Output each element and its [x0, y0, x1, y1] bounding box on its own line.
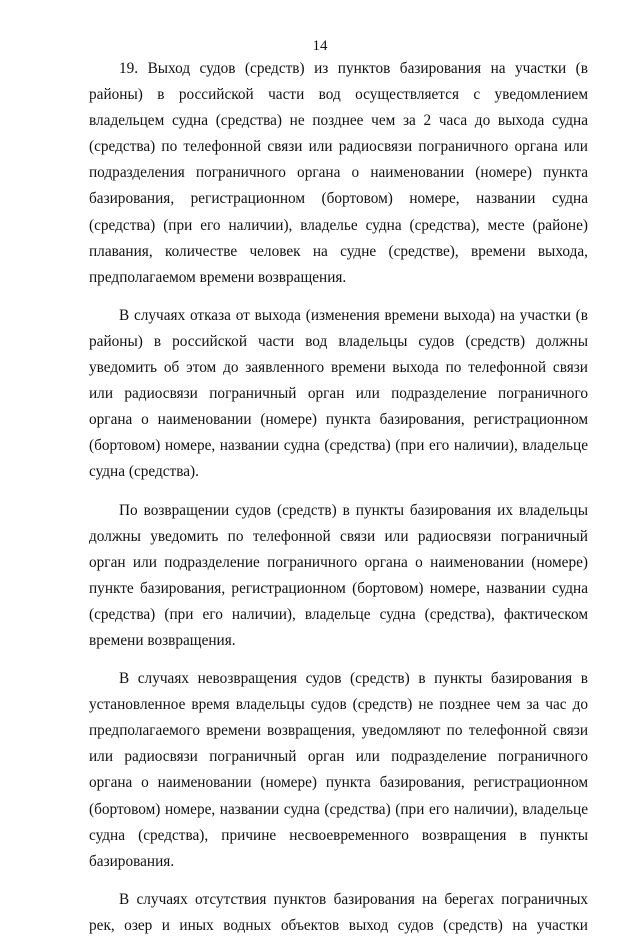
- paragraph-non-return-notice: В случаях невозвращения судов (средств) в пункты базирования в установленное время владельцы судов (средств) не позднее чем за час до предполагаемого времени возвращения, уведомляют по телефонной связи или радиосвязи пограничный орган или подразделение пограничного органа о наименовании (номере) пункта базирования, регистрационном (бортовом) номере, названии судна (средства) (при его наличии), владельце судна (средства), причине несвоевременного возвращения в пункты базирования.: [89, 670, 588, 870]
- paragraph-departure-notice: 19. Выход судов (средств) из пунктов базирования на участки (в районы) в российской части вод осуществляется с уведомлением владельцем судна (средства) не позднее чем за 2 часа до выхода судна (средства) по телефонной связи или радиосвязи пограничного органа или подразделения пограничного органа о наименовании (номере) пункта базирования, регистрационном (бортовом) номере, названии судна (средства) (при его наличии), владелье судна (средства), месте (районе) плавания, количестве человек на судне (средстве), времени выхода, предполагаемом времени возвращения.: [89, 60, 588, 286]
- paragraph-return-notice: По возвращении судов (средств) в пункты базирования их владельцы должны уведомить по телефонной связи или радиосвязи пограничный орган или подразделение пограничного органа о наименовании (номере) пункте базирования, регистрационном (бортовом) номере, названии судна (средства) (при его наличии), владельце судна (средства), фактическом времени возвращения.: [89, 501, 588, 649]
- paragraph-departure-cancellation: В случаях отказа от выхода (изменения времени выхода) на участки (в районы) в российской части вод владельцы судов (средств) должны уведомить об этом до заявленного времени выхода по телефонной связи или радиосвязи пограничный орган или подразделение пограничного органа о наименовании (номере) пункта базирования, регистрационном (бортовом) номере, названии судна (средства) (при его наличии), владельце судна (средства).: [89, 306, 588, 481]
- paragraph-no-base-points: В случаях отсутствия пунктов базирования на берегах пограничных рек, озер и иных водных объектов выход судов (средств) на участки: [89, 890, 588, 934]
- document-body: [89, 56, 588, 939]
- page-number: 14: [312, 38, 328, 54]
